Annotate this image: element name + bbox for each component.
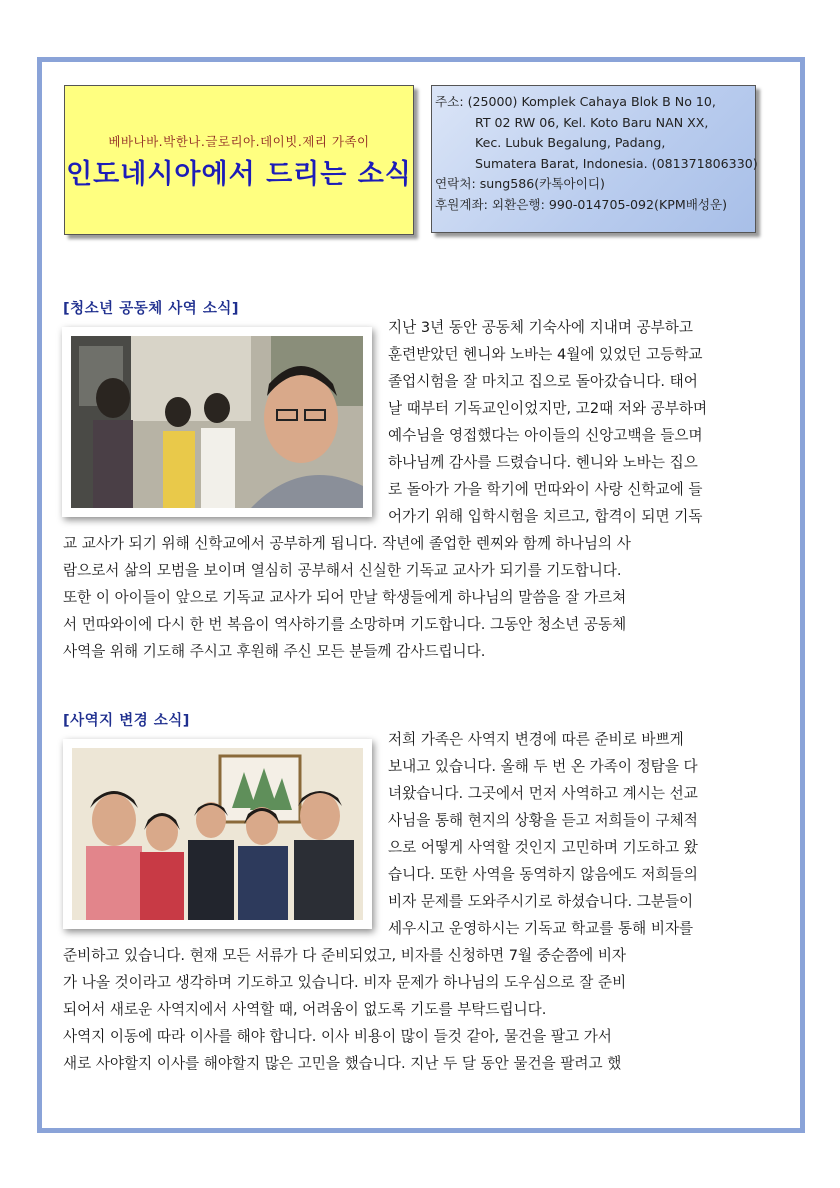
section-title-youth: [청소년 공동체 사역 소식] xyxy=(63,301,239,317)
paragraph-line: 훈련받았던 헨니와 노바는 4월에 있었던 고등학교 xyxy=(388,346,703,363)
paragraph-line: 사님을 통해 현지의 상황을 듣고 저희들이 구체적 xyxy=(388,812,698,829)
family-photo xyxy=(63,739,372,929)
youth-photo xyxy=(62,327,372,517)
paragraph-line: 로 돌아가 가을 학기에 먼따와이 사랑 신학교에 들 xyxy=(388,481,703,498)
paragraph-line: 하나님께 감사를 드렸습니다. 헨니와 노바는 집으 xyxy=(388,454,698,471)
paragraph-line: 사역지 이동에 따라 이사를 해야 합니다. 이사 비용이 많이 들것 같아, 물건을 팔고 가서 xyxy=(63,1028,612,1045)
address-line: RT 02 RW 06, Kel. Koto Baru NAN XX, xyxy=(475,114,709,130)
paragraph-line: 사역을 위해 기도해 주시고 후원해 주신 모든 분들께 감사드립니다. xyxy=(63,643,486,660)
section-title-relocation: [사역지 변경 소식] xyxy=(63,713,190,729)
paragraph-line: 새로 사야할지 이사를 해야할지 많은 고민을 했습니다. 지난 두 달 동안 물건을 팔려고 했 xyxy=(63,1055,622,1072)
paragraph-line: 되어서 새로운 사역지에서 사역할 때, 어려움이 없도록 기도를 부탁드립니다. xyxy=(63,1001,547,1018)
title-box xyxy=(64,85,414,235)
family-subtitle: 베바나바.박한나.글로리아.데이빗.제리 가족이 xyxy=(108,134,370,149)
newsletter-title: 인도네시아에서 드리는 소식 xyxy=(66,159,412,190)
paragraph-line: 졸업시험을 잘 마치고 집으로 돌아갔습니다. 태어 xyxy=(388,373,698,390)
paragraph-line: 습니다. 또한 사역을 동역하지 않음에도 저희들의 xyxy=(388,866,698,883)
paragraph-line: 지난 3년 동안 공동체 기숙사에 지내며 공부하고 xyxy=(388,319,693,336)
paragraph-line: 또한 이 아이들이 앞으로 기독교 교사가 되어 만날 학생들에게 하나님의 말씀을 잘 가르쳐 xyxy=(63,589,627,606)
paragraph-line: 어가기 위해 입학시험을 치르고, 합격이 되면 기독 xyxy=(388,508,703,525)
photo-icon xyxy=(72,748,363,920)
paragraph-line: 서 먼따와이에 다시 한 번 복음이 역사하기를 소망하며 기도합니다. 그동안 청소년 공동체 xyxy=(63,616,627,633)
contact-line: 연락처: sung586(카톡아이디) xyxy=(435,176,605,191)
paragraph-line: 날 때부터 기독교인이었지만, 고2때 저와 공부하며 xyxy=(388,400,708,417)
paragraph-line: 가 나올 것이라고 생각하며 기도하고 있습니다. 비자 문제가 하나님의 도우심으로 잘 준비 xyxy=(63,974,627,991)
paragraph-line: 비자 문제를 도와주시기로 하셨습니다. 그분들이 xyxy=(388,893,694,910)
paragraph-line: 세우시고 운영하시는 기독교 학교를 통해 비자를 xyxy=(388,920,694,937)
paragraph-line: 저희 가족은 사역지 변경에 따른 준비로 바쁘게 xyxy=(388,731,684,748)
address-line: 주소: (25000) Komplek Cahaya Blok B No 10, xyxy=(435,94,716,109)
address-line: Kec. Lubuk Begalung, Padang, xyxy=(475,135,666,150)
account-line: 후원계좌: 외환은행: 990-014705-092(KPM배성운) xyxy=(435,196,728,212)
paragraph-line: 람으로서 삶의 모범을 보이며 열심히 공부해서 신실한 기독교 교사가 되기를 기도합니다. xyxy=(63,562,622,579)
address-box xyxy=(431,85,756,233)
paragraph-line: 교 교사가 되기 위해 신학교에서 공부하게 됩니다. 작년에 졸업한 렌찌와 함께 하나님의 사 xyxy=(63,535,631,552)
photo-icon xyxy=(71,336,363,508)
paragraph-line: 예수님을 영접했다는 아이들의 신앙고백을 들으며 xyxy=(388,427,703,444)
paragraph-line: 준비하고 있습니다. 현재 모든 서류가 다 준비되었고, 비자를 신청하면 7월 중순쯤에 비자 xyxy=(63,947,627,964)
paragraph-line: 녀왔습니다. 그곳에서 먼저 사역하고 계시는 선교 xyxy=(388,785,698,802)
address-line: Sumatera Barat, Indonesia. (081371806330) xyxy=(475,155,758,171)
paragraph-line: 보내고 있습니다. 올해 두 번 온 가족이 정탐을 다 xyxy=(388,758,698,775)
newsletter-frame xyxy=(37,57,805,1133)
paragraph-line: 으로 어떻게 사역할 것인지 고민하며 기도하고 왔 xyxy=(388,839,698,856)
